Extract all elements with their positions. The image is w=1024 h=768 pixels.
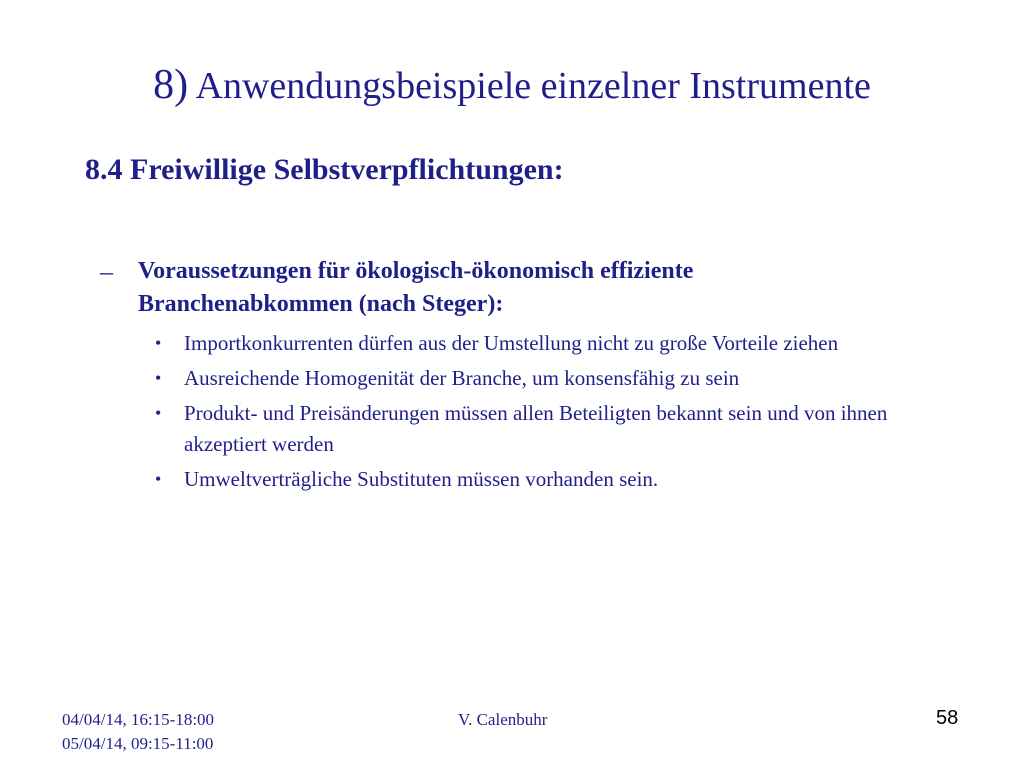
slide-title [0, 62, 1024, 109]
dash-marker: – [100, 257, 113, 286]
bullet-marker: • [155, 469, 162, 489]
bullet-list [152, 328, 952, 499]
bullet-item [152, 328, 952, 359]
slide-page-number: 58 [936, 707, 959, 729]
bullet-item [152, 398, 952, 460]
dash-item-line-1: Voraussetzungen für ökologisch-ökonomisch effiziente [138, 258, 694, 284]
bullet-text: Produkt- und Preisänderungen müssen allen Beteiligten bekannt sein und von ihnen akzeptiert werden [184, 401, 888, 456]
bullet-item [152, 464, 952, 495]
bullet-item [152, 363, 952, 394]
footer-date-line-2: 05/04/14, 09:15-11:00 [62, 734, 214, 753]
section-heading: 8.4 Freiwillige Selbstverpflichtungen: [85, 153, 564, 186]
footer-date [62, 708, 214, 756]
footer-author: V. Calenbuhr [458, 710, 548, 729]
dash-item-text [138, 255, 880, 321]
footer-date-line-1: 04/04/14, 16:15-18:00 [62, 710, 215, 729]
bullet-marker: • [155, 403, 162, 423]
bullet-marker: • [155, 368, 162, 388]
bullet-marker: • [155, 333, 162, 353]
bullet-text: Ausreichende Homogenität der Branche, um konsensfähig zu sein [184, 366, 740, 390]
dash-list-item [100, 255, 880, 321]
slide-title-number: 8) [153, 62, 189, 108]
dash-item-line-2: Branchenabkommen (nach Steger): [138, 291, 504, 317]
slide-title-text: Anwendungsbeispiele einzelner Instrumente [195, 65, 871, 107]
bullet-text: Umweltverträgliche Substituten müssen vorhanden sein. [184, 467, 659, 491]
bullet-text: Importkonkurrenten dürfen aus der Umstellung nicht zu große Vorteile ziehen [184, 331, 839, 355]
